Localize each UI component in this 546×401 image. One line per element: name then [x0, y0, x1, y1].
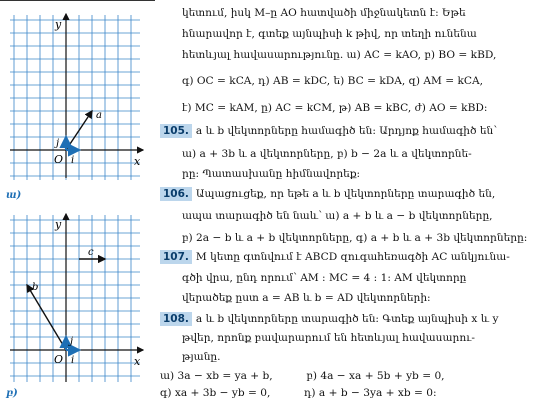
- fig-a-origin-label: O: [54, 153, 64, 166]
- fig-a-vec-i-label: i: [71, 155, 75, 166]
- text-line: րը: Պատասխանը հիմնավորեք:: [182, 168, 361, 180]
- fig-b-vec-j-label: j: [70, 336, 74, 347]
- fig-a-vec-a-label: a: [96, 110, 102, 121]
- figure-a-grid: [10, 10, 150, 180]
- fig-b-x-label: x: [134, 355, 141, 368]
- exercise-number: 106.: [160, 187, 192, 201]
- figure-b-grid: [10, 210, 150, 385]
- exercise-number: 105.: [160, 124, 192, 138]
- text-line: գծի վրա, ընդ որում՝ AM : MC = 4 : 1: AM վեկտորը: [182, 272, 467, 284]
- text-line: գ) xa + 3b − yb = 0, դ) a + b − 3ya + xb = 0:: [160, 387, 437, 399]
- text-line: թյանը.: [182, 351, 221, 363]
- exercise-107: 107. M կետը գտնվում է ABCD զուգահեռագծի AC անկյունա-: [160, 250, 544, 264]
- text-line: հետևյալ հավասարությունը. ա) AC = kAO, բ) BO = kBD,: [182, 49, 497, 61]
- fig-b-vec-b-label: b: [32, 282, 39, 293]
- exercise-106: 106. Ապացուցեք, որ եթե a և b վեկտորները տարագիծ են,: [160, 187, 544, 201]
- fig-a-vec-j-label: j: [56, 138, 60, 149]
- text-line: հնարավոր է, գտեք այնպիսի k թիվ, որ տեղի ունենա: [182, 28, 477, 40]
- exercise-number: 107.: [160, 250, 192, 264]
- fig-b-vec-c-label: c: [88, 247, 94, 258]
- text-line: գ) OC = kCA, դ) AB = kDC, ե) BC = kDA, զ) AM = kCA,: [182, 75, 484, 87]
- exercise-105: 105. a և b վեկտորները համագիծ են: Արդյոք համագիծ են՝: [160, 124, 544, 138]
- text-line: ապա տարագիծ են նաև՝ ա) a + b և a − b վեկտորները,: [182, 210, 493, 222]
- fig-b-origin-label: O: [54, 353, 64, 366]
- exercise-text: [160, 0, 544, 401]
- fig-b-y-label: y: [55, 218, 62, 231]
- text-line: թվեր, որոնք բավարարում են հետևյալ հավասարու-: [182, 332, 475, 344]
- text-line: ա) 3a − xb = ya + b, բ) 4a − xa + 5b + yb = 0,: [160, 370, 445, 382]
- text-line: կետում, իսկ M–ը AO հատվածի միջնակետն է: Եթե: [182, 7, 466, 19]
- text-line: է) MC = kAM, ը) AC = kCM, թ) AB = kBC, ժ) AO = kBD:: [182, 102, 488, 114]
- fig-a-y-label: y: [55, 18, 62, 31]
- fig-b-vec-i-label: i: [71, 355, 75, 366]
- fig-a-x-label: x: [134, 155, 141, 168]
- figure-b-caption: բ): [6, 388, 18, 399]
- text-line: վերածեք ըստ a = AB և b = AD վեկտորների:: [182, 292, 431, 304]
- exercise-108: 108. a և b վեկտորները տարագիծ են: Գտեք այնպիսի x և y: [160, 312, 544, 326]
- figure-a-caption: ա): [6, 190, 22, 201]
- exercise-number: 108.: [160, 312, 192, 326]
- figures-column: [0, 0, 160, 401]
- text-line: ա) a + 3b և a վեկտորները, բ) b − 2a և a վեկտորնե-: [182, 148, 472, 160]
- text-line: բ) 2a − b և a + b վեկտորները, գ) a + b և a + 3b վեկտորները:: [182, 232, 528, 244]
